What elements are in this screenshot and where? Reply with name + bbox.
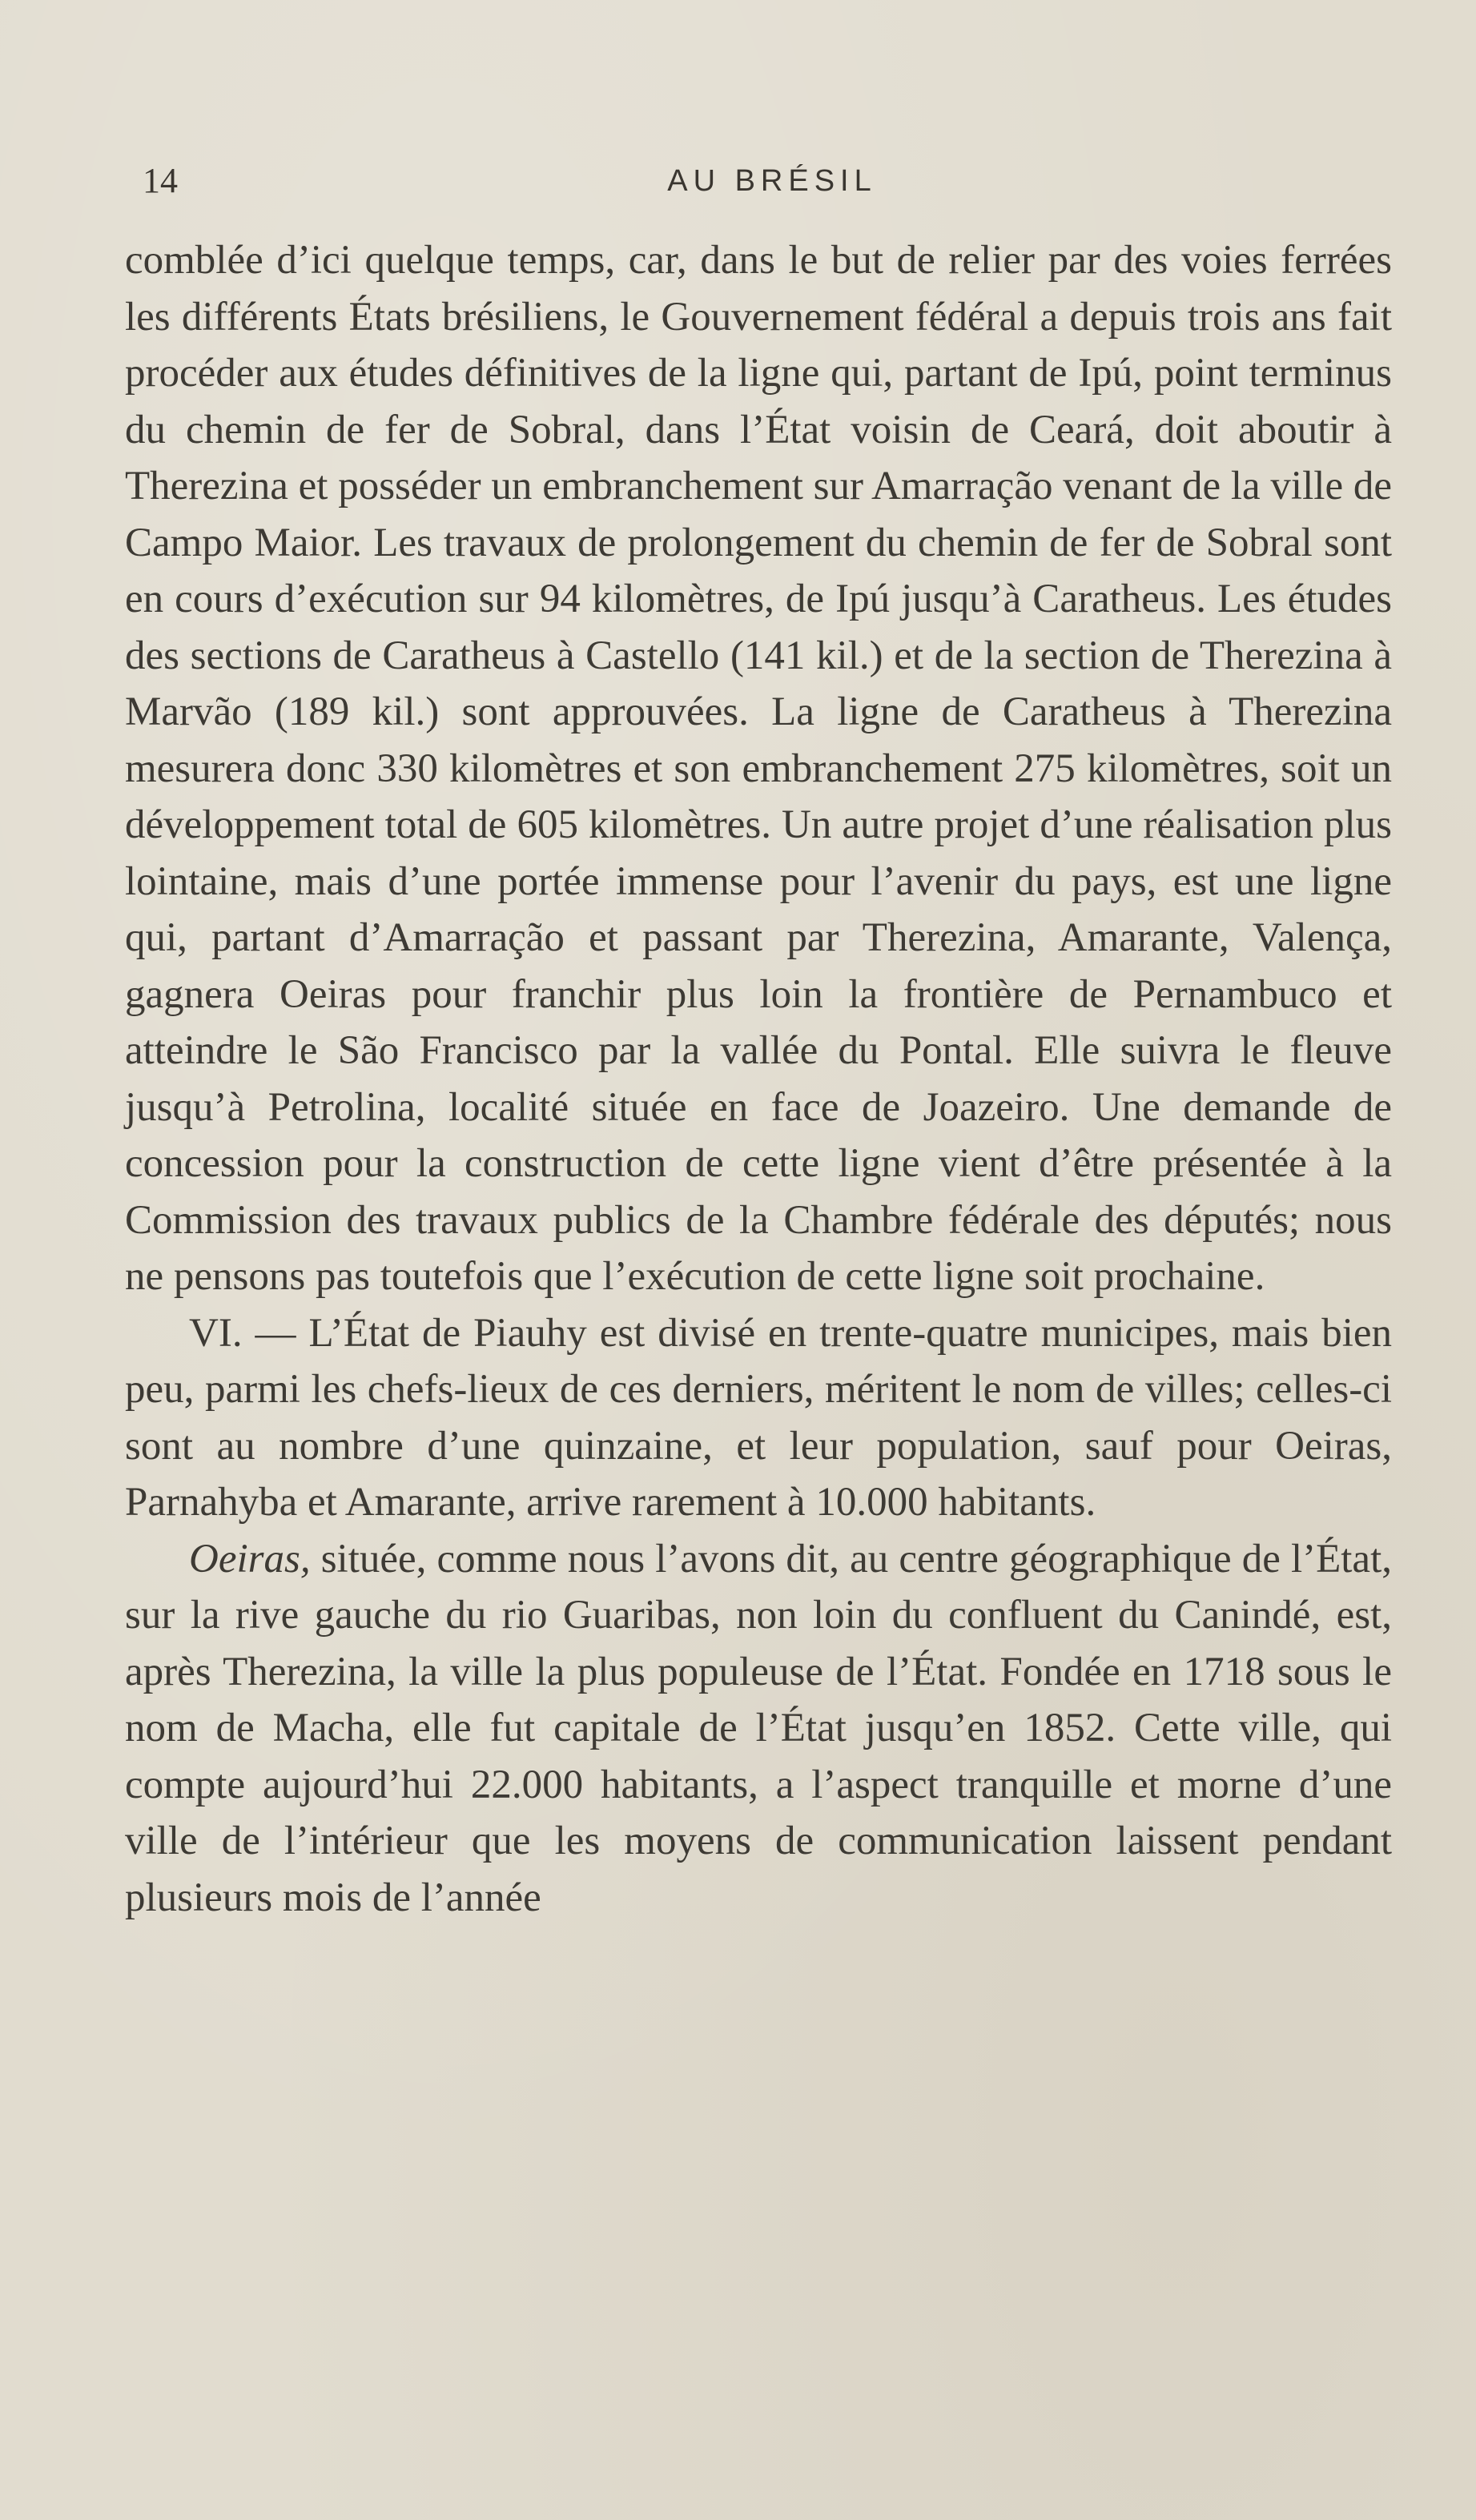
running-head [143, 157, 1402, 205]
running-title: AU BRÉSIL [667, 164, 877, 198]
page-number: 14 [143, 161, 178, 200]
body-text [125, 232, 1392, 1926]
paragraph-municipalities: VI. — L’État de Piauhy est divisé en trente-quatre municipes, mais bien peu, parmi les chefs-lieux de ces derniers, méritent le nom de villes; celles-ci sont au nombre d’une quinzaine, et leur population, sauf pour Oeiras, Parnahyba et Amarante, arrive rarement à 10.000 habitants. [125, 1310, 1392, 1525]
oeiras-lead: Oeiras, [189, 1536, 311, 1582]
paragraph-oeiras [125, 1531, 1392, 1927]
paragraph-railway-projects: comblée d’ici quelque temps, car, dans le but de relier par des voies ferrées les différents États brésiliens, le Gouvernement fédéral a depuis trois ans fait procéder aux études définitives de la ligne qui, partant de Ipú, point terminus du chemin de fer de Sobral, dans l’État voisin de Ceará, doit aboutir à Therezina et posséder un embranchement sur Amarração venant de la ville de Campo Maior. Les travaux de prolongement du chemin de fer de Sobral sont en cours d’exécution sur 94 kilomètres, de Ipú jusqu’à Caratheus. Les études des sections de Caratheus à Castello (141 kil.) et de la section de Therezina à Marvão (189 kil.) sont approuvées. La ligne de Caratheus à Therezina mesurera donc 330 kilomètres et son embranchement 275 kilomètres, soit un développement total de 605 kilomètres. Un autre projet d’une réalisation plus lointaine, mais d’une portée immense pour l’avenir du pays, est une ligne qui, partant d’Amarração et passant par Therezina, Amarante, Valença, gagnera Oeiras pour franchir plus loin la frontière de Pernambuco et atteindre le São Francisco par la vallée du Pontal. Elle suivra le fleuve jusqu’à Petrolina, localité située en face de Joazeiro. Une demande de concession pour la construction de cette ligne vient d’être présentée à la Commission des travaux publics de la Chambre fédérale des députés; nous ne pensons pas toutefois que l’exécution de cette ligne soit prochaine. [125, 238, 1392, 1299]
oeiras-text: située, comme nous l’avons dit, au centre géographique de l’État, sur la rive gauche du rio Guaribas, non loin du confluent du Canindé, est, après Therezina, la ville la plus populeuse de l’État. Fondée en 1718 sous le nom de Macha, elle fut capitale de l’État jusqu’en 1852. Cette ville, qui compte aujourd’hui 22.000 habitants, a l’aspect tranquille et morne d’une ville de l’intérieur que les moyens de communication laissent pendant plusieurs mois de l’année [125, 1536, 1392, 1920]
